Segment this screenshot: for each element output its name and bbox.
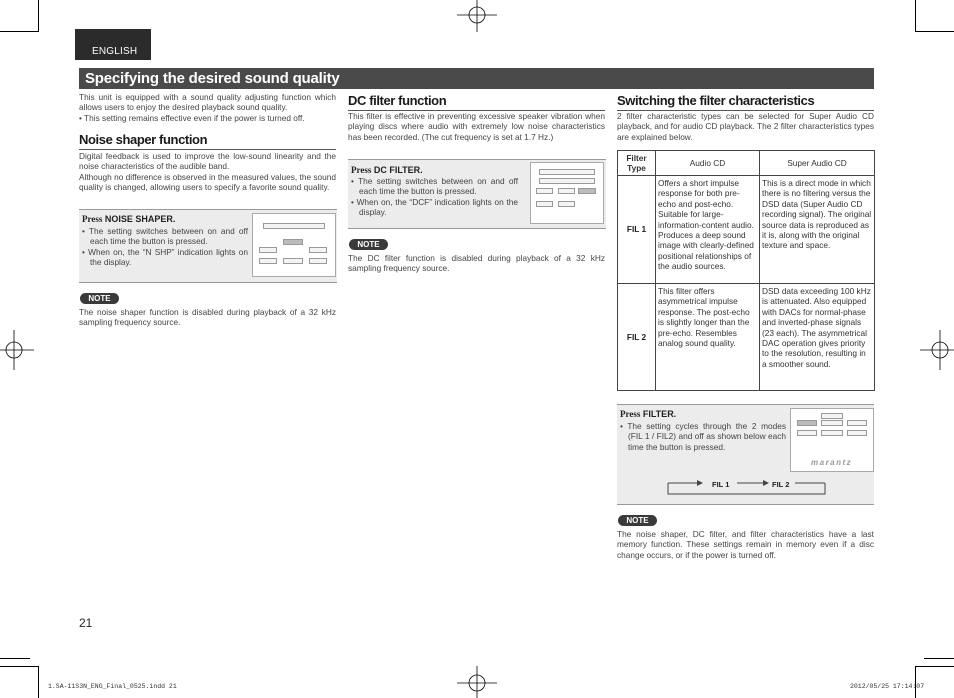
- filter-note-text: The noise shaper, DC filter, and filter characteristics have a last memory function. These settings remain in memory even if a disc change occurs, or if the power is turned off.: [617, 529, 874, 560]
- dc-filter-heading: DC filter function: [348, 93, 605, 111]
- filter-type-cell: FIL 2: [618, 284, 656, 391]
- footer-timestamp: 2012/05/25 17:14:07: [850, 683, 925, 690]
- intro-text: [79, 92, 336, 123]
- table-header-cell: Filter Type: [618, 151, 656, 176]
- remote-control-illustration: [530, 162, 604, 224]
- noise-shaper-paragraph-2: Although no difference is observed in the measured values, the sound quality is changed, allowing users to specify a favorite sound quality.: [79, 171, 336, 192]
- dc-filter-bullet: • When on, the “DCF” indication lights on the display.: [351, 196, 518, 217]
- cycle-step-fil2: FIL 2: [772, 480, 790, 489]
- sacd-cell: DSD data exceeding 100 kHz is attenuated. Also equipped with DACs for normal-phase and inverted-phase signals (23 each). The asymmetrical DAC operation gives priority to the resolution, resulting in a smoother sound.: [760, 284, 875, 391]
- sacd-cell: This is a direct mode in which there is no filtering versus the DSD data (Super Audio CD recording signal). The original source data is reproduced as it is, along with the original texture and space.: [760, 176, 875, 284]
- filter-type-cell: FIL 1: [618, 176, 656, 284]
- table-row: [618, 284, 875, 391]
- filter-press: [620, 409, 676, 419]
- table-header-cell: Super Audio CD: [760, 151, 875, 176]
- registration-mark-right: [920, 320, 954, 380]
- noise-shaper-heading: Noise shaper function: [79, 132, 336, 150]
- dc-filter-button-label: DC FILTER.: [373, 165, 423, 175]
- filter-cycle-diagram: [665, 478, 830, 498]
- footer-filename: 1.SA-11S3N_ENG_Final_0525.indd 21: [48, 683, 177, 690]
- filter-characteristics-paragraph: 2 filter characteristic types can be selected for Super Audio CD playback, and for audio CD playback. The 2 filter characteristics types are explained below.: [617, 111, 874, 142]
- remote-control-illustration: [790, 408, 874, 472]
- noise-shaper-bullet: • When on, the “N SHP” indication lights on the display.: [82, 246, 248, 267]
- cycle-step-fil1: FIL 1: [712, 480, 730, 489]
- filter-bullet: • The setting cycles through the 2 modes (FIL 1 / FIL2) and off as shown below each time the button is pressed.: [620, 421, 786, 452]
- dc-filter-paragraph: This filter is effective in preventing excessive speaker vibration when playing discs where audio with extremely low noise characteristics has been recorded. (The cut frequency is set at 1.7 Hz.): [348, 111, 605, 142]
- noise-shaper-button-label: NOISE SHAPER.: [104, 214, 176, 224]
- filter-characteristics-heading: Switching the filter characteristics: [617, 93, 874, 111]
- dc-filter-bullet: • The setting switches between on and off each time the button is pressed.: [351, 176, 518, 197]
- noise-shaper-body: [79, 151, 336, 192]
- audio-cd-cell: Offers a short impulse response for both pre-echo and post-echo. Suitable for large-information-content audio. Produces a deep sound image with clearly-defined positional relationships of the audio sources.: [656, 176, 760, 284]
- dc-filter-note-badge: NOTE: [349, 239, 388, 250]
- noise-shaper-bullets: [82, 226, 248, 267]
- noise-shaper-note-text: The noise shaper function is disabled during playback of a 32 kHz sampling frequency source.: [79, 307, 336, 328]
- audio-cd-cell: This filter offers asymmetrical impulse response. The post-echo is slightly longer than the pre-echo. Resembles analog sound quality.: [656, 284, 760, 391]
- press-word: Press: [82, 214, 103, 224]
- dc-filter-note-text: The DC filter function is disabled during playback of a 32 kHz sampling frequency source.: [348, 253, 605, 274]
- brand-logo: marantz: [811, 458, 853, 467]
- intro-bullet: • This setting remains effective even if the power is turned off.: [79, 112, 305, 123]
- page-number: 21: [79, 616, 93, 630]
- section-banner-title: Specifying the desired sound quality: [79, 68, 874, 89]
- registration-mark-top: [447, 0, 507, 32]
- language-tab: ENGLISH: [75, 29, 151, 60]
- press-word: Press: [620, 409, 641, 419]
- dc-filter-bullets: [351, 176, 518, 217]
- registration-mark-left: [0, 320, 34, 380]
- table-row: [618, 176, 875, 284]
- intro-paragraph: This unit is equipped with a sound quality adjusting function which allows users to enjoy the desired playback sound quality.: [79, 92, 336, 113]
- noise-shaper-paragraph-1: Digital feedback is used to improve the low-sound linearity and the noise characteristics of the audible band.: [79, 151, 336, 172]
- noise-shaper-note-badge: NOTE: [80, 293, 119, 304]
- filter-bullets: [620, 421, 786, 452]
- remote-control-illustration: [252, 213, 336, 277]
- dc-filter-press: [351, 165, 423, 175]
- press-word: Press: [351, 165, 372, 175]
- noise-shaper-press: [82, 214, 175, 224]
- filter-type-table: [617, 150, 875, 391]
- table-header-row: [618, 151, 875, 176]
- filter-button-label: FILTER.: [642, 409, 677, 419]
- table-header-cell: Audio CD: [656, 151, 760, 176]
- registration-mark-bottom: [447, 666, 507, 698]
- noise-shaper-bullet: • The setting switches between on and off each time the button is pressed.: [82, 226, 248, 247]
- filter-note-badge: NOTE: [618, 515, 657, 526]
